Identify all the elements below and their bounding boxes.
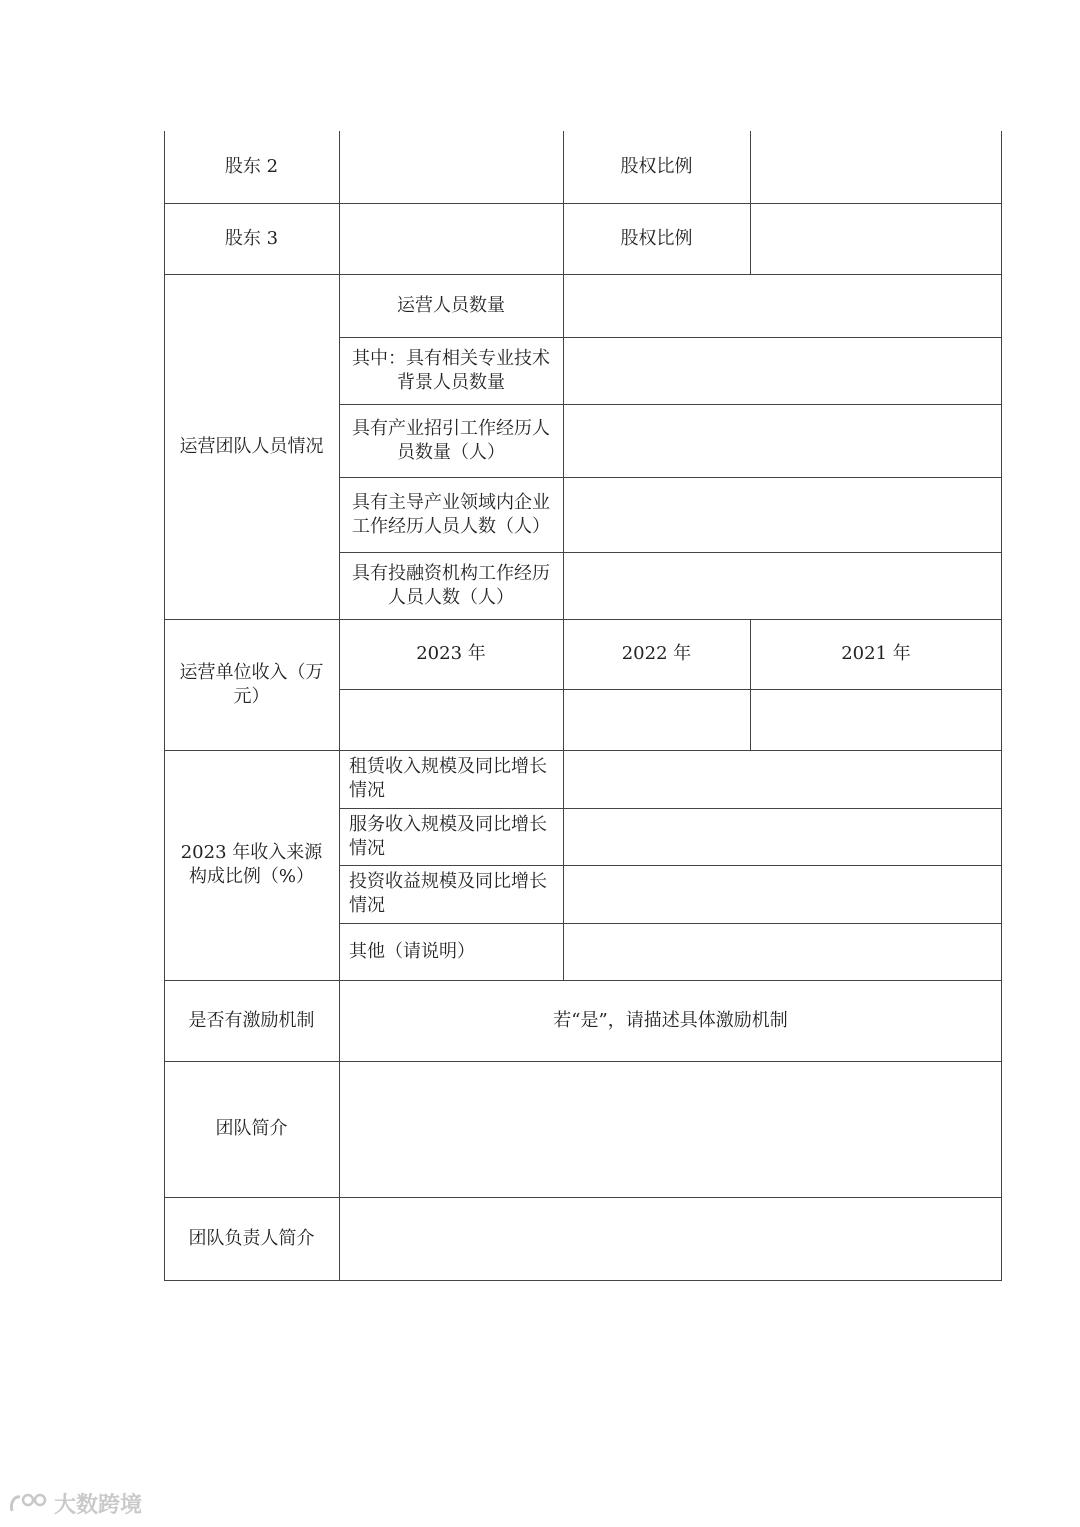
grid-line [563,131,564,980]
team-value-4[interactable] [563,477,1002,552]
grid-line [1001,131,1002,1281]
source-value-investment[interactable] [563,865,1002,923]
watermark-text: 大数跨境 [54,1493,143,1518]
income-value-2022[interactable] [563,689,750,750]
shareholder-3-ratio-value[interactable] [750,203,1002,274]
grid-line [339,131,340,1281]
grid-line [164,980,1002,981]
team-item-1: 运营人员数量 [397,294,505,316]
shareholder-2-ratio-value[interactable] [750,131,1002,203]
grid-line [339,477,1002,478]
team-value-2[interactable] [563,337,1002,404]
grid-line [339,337,1002,338]
grid-line [164,274,1002,275]
team-item-5: 具有投融资机构工作经历人员人数（人） [352,562,550,608]
grid-line [339,404,1002,405]
income-label: 运营单位收入（万元） [179,661,324,707]
source-item-investment: 投资收益规模及同比增长情况 [349,871,547,916]
incentive-note[interactable]: 若“是”，请描述具体激励机制 [553,1009,788,1031]
watermark [8,1488,142,1519]
team-value-5[interactable] [563,552,1002,619]
source-item-service: 服务收入规模及同比增长情况 [349,813,547,859]
grid-line [339,689,1002,690]
team-intro-value[interactable] [339,1061,1002,1197]
grid-line [164,1197,1002,1198]
shareholder-2-value[interactable] [339,131,563,203]
shareholder-3-ratio-label: 股权比例 [620,227,693,249]
source-item-rent: 租赁收入规模及同比增长情况 [349,756,547,801]
team-value-1[interactable] [563,274,1002,337]
grid-line [750,619,751,750]
grid-line [339,923,1002,924]
leader-intro-value[interactable] [339,1197,1002,1280]
grid-line [164,131,165,1281]
team-item-3: 具有产业招引工作经历人员数量（人） [352,417,550,463]
grid-line [164,1061,1002,1062]
grid-line [339,808,1002,809]
shareholder-3-label: 股东 3 [224,227,279,249]
source-value-service[interactable] [563,808,1002,865]
shareholder-2-label: 股东 2 [224,156,279,177]
leader-intro-label: 团队负责人简介 [188,1227,315,1249]
income-value-2021[interactable] [750,689,1002,750]
grid-line [164,619,1002,620]
shareholder-3-value[interactable] [339,203,563,274]
team-item-4: 具有主导产业领域内企业工作经历人员人数（人） [352,491,550,537]
source-label: 2023 年收入来源构成比例（%） [180,842,323,887]
income-year-2022: 2022 年 [621,643,692,664]
grid-line [750,131,751,274]
team-item-2: 其中：具有相关专业技术背景人员数量 [352,347,550,393]
grid-line [339,552,1002,553]
source-item-other: 其他（请说明） [349,940,475,962]
grid-line [164,750,1002,751]
income-year-2023: 2023 年 [416,643,486,664]
watermark-logo-icon [8,1491,50,1517]
shareholder-2-ratio-label: 股权比例 [620,156,693,177]
source-value-rent[interactable] [563,750,1002,808]
team-label: 运营团队人员情况 [179,435,324,457]
team-value-3[interactable] [563,404,1002,477]
grid-line [339,865,1002,866]
grid-line [164,203,1002,204]
income-value-2023[interactable] [339,689,563,750]
incentive-label: 是否有激励机制 [188,1009,315,1031]
team-intro-label: 团队简介 [215,1118,288,1139]
income-year-2021: 2021 年 [841,643,911,664]
source-value-other[interactable] [563,923,1002,980]
grid-line [164,1280,1002,1281]
